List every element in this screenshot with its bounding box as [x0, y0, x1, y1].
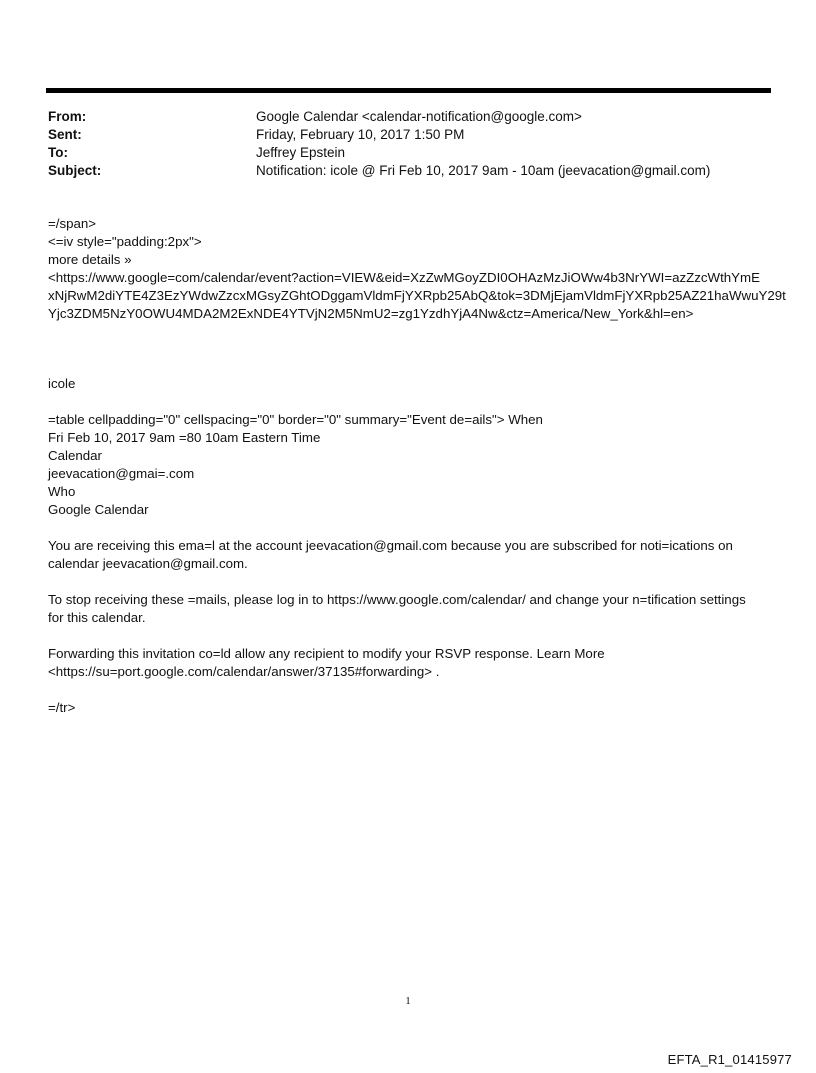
from-value: Google Calendar <calendar-notification@google.com>	[256, 109, 582, 124]
sent-value: Friday, February 10, 2017 1:50 PM	[256, 127, 465, 142]
page-number: 1	[405, 995, 411, 1007]
calendar-label: Calendar	[48, 448, 102, 463]
receiving-notice-line-1: You are receiving this ema=l at the account jeevacation@gmail.com because you are subscribed for noti=ications on	[48, 538, 733, 553]
subject-row	[48, 162, 773, 180]
stop-receiving-line-1: To stop receiving these =mails, please log in to https://www.google.com/calendar/ and change your n=tification settings	[48, 592, 746, 607]
calendar-value: jeevacation@gmai=.com	[48, 466, 195, 481]
from-label: From:	[48, 109, 87, 124]
who-value: Google Calendar	[48, 502, 149, 517]
sent-label: Sent:	[48, 127, 82, 142]
table-markup-when: =table cellpadding="0" cellspacing="0" border="0" summary="Event de=ails"> When	[48, 412, 543, 427]
subject-value: Notification: icole @ Fri Feb 10, 2017 9am - 10am (jeevacation@gmail.com)	[256, 163, 711, 178]
when-value: Fri Feb 10, 2017 9am =80 10am Eastern Time	[48, 430, 321, 445]
event-url-line-3[interactable]: Yjc3ZDM5NzY0OWU4MDA2M2ExNDE4YTVjN2M5NmU2=zg1YzdhYjA4Nw&ctz=America/New_York&hl=en>	[48, 306, 694, 321]
more-details-link[interactable]: more details »	[48, 252, 132, 267]
to-label: To:	[48, 145, 68, 160]
forwarding-notice-line-1: Forwarding this invitation co=ld allow any recipient to modify your RSVP response. Learn More	[48, 646, 605, 661]
subject-label: Subject:	[48, 163, 102, 178]
email-header	[48, 108, 773, 180]
to-value: Jeffrey Epstein	[256, 145, 346, 160]
event-url-line-1[interactable]: <https://www.google=com/calendar/event?action=VIEW&eid=XzZwMGoyZDI0OHAzMzJiOWw4b3NrYWI=azZzcWthYmE	[48, 270, 760, 285]
to-row	[48, 144, 773, 162]
sent-row	[48, 126, 773, 144]
event-title: icole	[48, 376, 76, 391]
div-open-markup: <=iv style="padding:2px">	[48, 234, 202, 249]
from-row	[48, 108, 773, 126]
document-id: EFTA_R1_01415977	[667, 1052, 792, 1067]
span-close-markup: =/span>	[48, 216, 97, 231]
receiving-notice-line-2: calendar jeevacation@gmail.com.	[48, 556, 248, 571]
forwarding-link[interactable]: <https://su=port.google.com/calendar/answer/37135#forwarding> .	[48, 664, 440, 679]
header-divider	[46, 88, 771, 93]
stop-receiving-line-2: for this calendar.	[48, 610, 146, 625]
email-body	[48, 215, 786, 717]
event-url-line-2[interactable]: xNjRwM2diYTE4Z3EzYWdwZzcxMGsyZGhtODggamVldmFjYXRpb25AbQ&tok=3DMjEjamVldmFjYXRpb25AZ21haWwuY29t	[48, 288, 786, 303]
who-label: Who	[48, 484, 76, 499]
tr-close-markup: =/tr>	[48, 700, 76, 715]
